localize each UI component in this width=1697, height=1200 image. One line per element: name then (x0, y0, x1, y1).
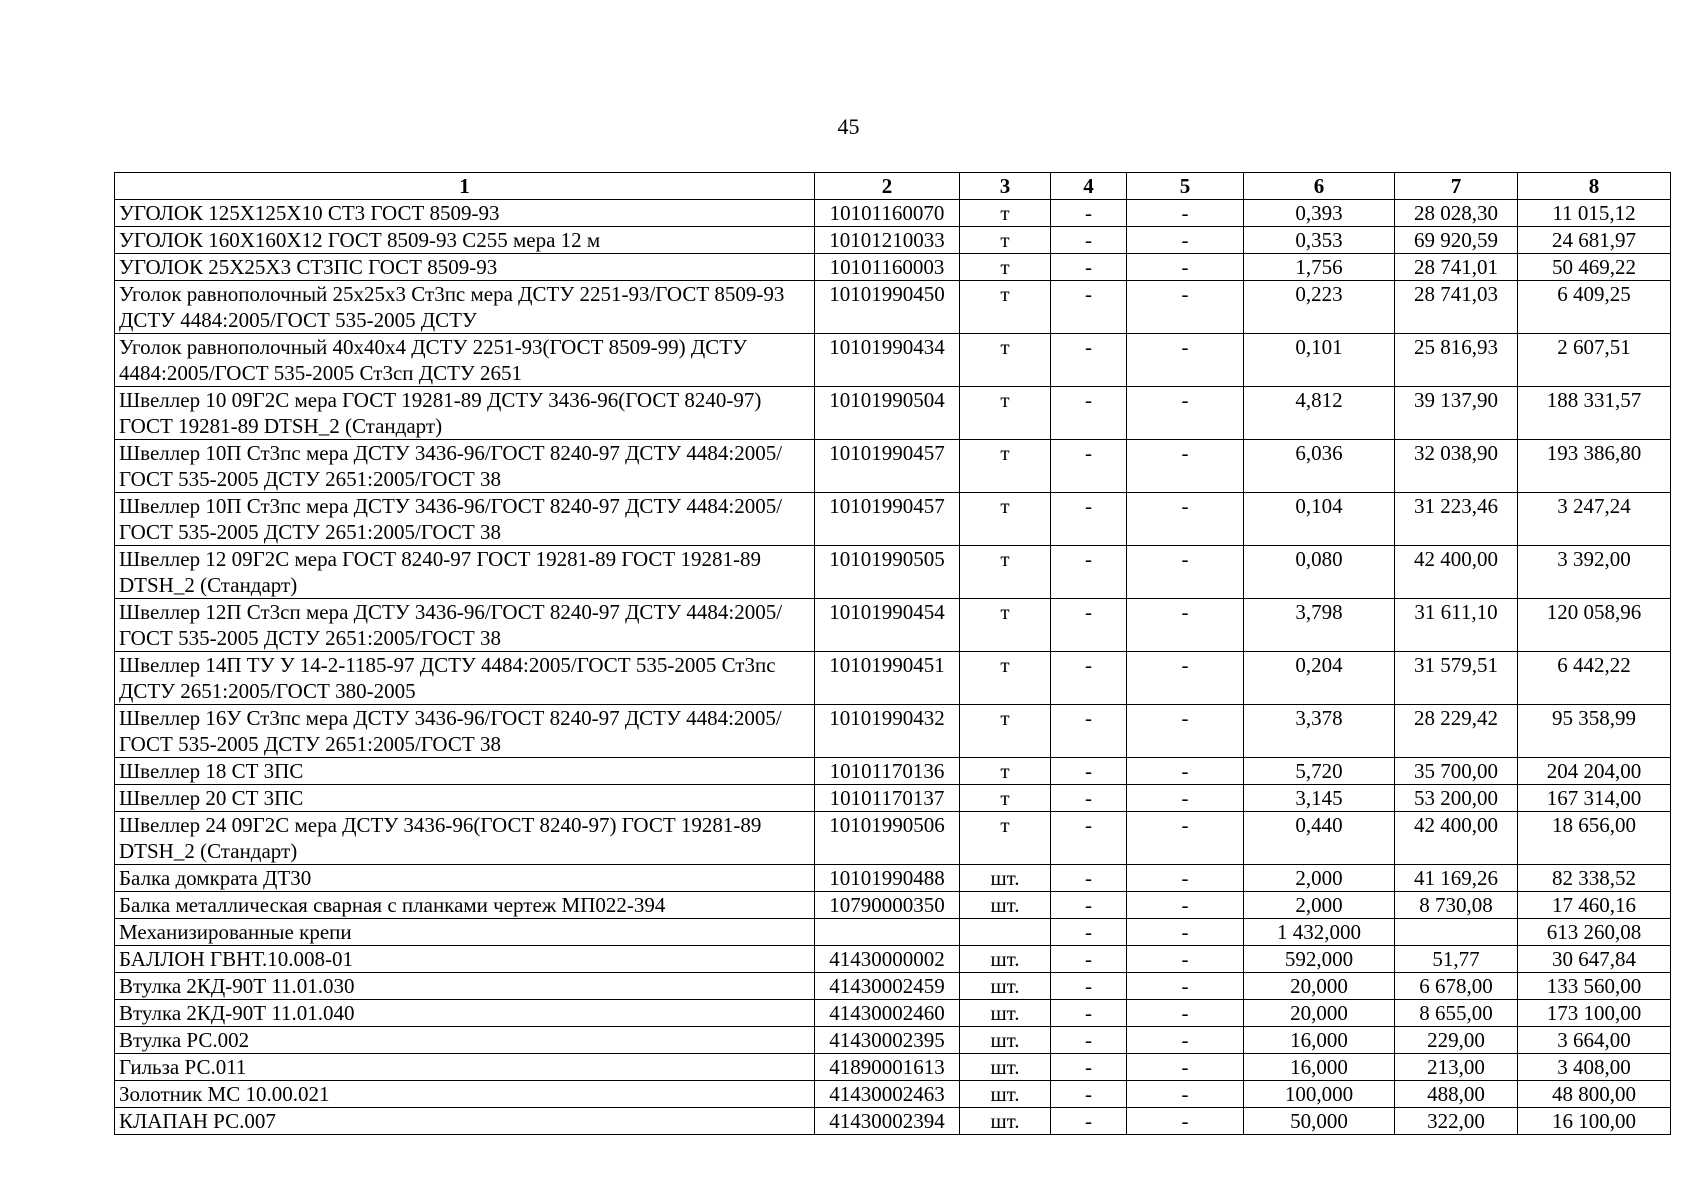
item-unit (960, 919, 1051, 946)
item-quantity: 4,812 (1244, 387, 1395, 440)
item-name: УГОЛОК 125Х125Х10 СТ3 ГОСТ 8509-93 (115, 200, 815, 227)
item-code: 41430000002 (815, 946, 960, 973)
item-unit: т (960, 387, 1051, 440)
column-5-value: - (1127, 892, 1244, 919)
table-row (115, 705, 1671, 758)
column-4-value: - (1051, 946, 1127, 973)
column-5-value: - (1127, 387, 1244, 440)
table-row (115, 599, 1671, 652)
item-name: Балка металлическая сварная с планками чертеж МП022-394 (115, 892, 815, 919)
item-name: Уголок равнополочный 25х25х3 Ст3пс мера ДСТУ 2251-93/ГОСТ 8509-93 ДСТУ 4484:2005/ГОСТ 535-2005 ДСТУ (115, 281, 815, 334)
table-row (115, 973, 1671, 1000)
column-5-value: - (1127, 254, 1244, 281)
item-code: 10101990432 (815, 705, 960, 758)
item-price: 28 229,42 (1395, 705, 1518, 758)
item-code: 10101160070 (815, 200, 960, 227)
column-5-value: - (1127, 973, 1244, 1000)
table-row (115, 334, 1671, 387)
item-name: БАЛЛОН ГВНТ.10.008-01 (115, 946, 815, 973)
item-name: УГОЛОК 25Х25Х3 СТ3ПС ГОСТ 8509-93 (115, 254, 815, 281)
table-row (115, 1081, 1671, 1108)
table-row (115, 785, 1671, 812)
item-unit: шт. (960, 892, 1051, 919)
item-price: 213,00 (1395, 1054, 1518, 1081)
item-amount: 48 800,00 (1518, 1081, 1671, 1108)
item-name: Гильза РС.011 (115, 1054, 815, 1081)
item-amount: 6 409,25 (1518, 281, 1671, 334)
column-header-4: 4 (1051, 173, 1127, 200)
table-row (115, 387, 1671, 440)
item-price: 28 028,30 (1395, 200, 1518, 227)
item-amount: 17 460,16 (1518, 892, 1671, 919)
table-row (115, 1054, 1671, 1081)
item-code: 10101990454 (815, 599, 960, 652)
item-code: 10101990505 (815, 546, 960, 599)
item-name: Швеллер 16У Ст3пс мера ДСТУ 3436-96/ГОСТ 8240-97 ДСТУ 4484:2005/ГОСТ 535-2005 ДСТУ 2651:2005/ГОСТ 38 (115, 705, 815, 758)
item-price (1395, 919, 1518, 946)
item-quantity: 0,101 (1244, 334, 1395, 387)
item-amount: 2 607,51 (1518, 334, 1671, 387)
table-body (115, 200, 1671, 1135)
column-4-value: - (1051, 281, 1127, 334)
column-4-value: - (1051, 892, 1127, 919)
item-name: УГОЛОК 160Х160Х12 ГОСТ 8509-93 С255 мера 12 м (115, 227, 815, 254)
item-name: Швеллер 24 09Г2С мера ДСТУ 3436-96(ГОСТ 8240-97) ГОСТ 19281-89 DTSH_2 (Стандарт) (115, 812, 815, 865)
column-5-value: - (1127, 1081, 1244, 1108)
item-price: 6 678,00 (1395, 973, 1518, 1000)
item-price: 488,00 (1395, 1081, 1518, 1108)
item-name: КЛАПАН РС.007 (115, 1108, 815, 1135)
item-price: 8 655,00 (1395, 1000, 1518, 1027)
column-5-value: - (1127, 493, 1244, 546)
item-amount: 167 314,00 (1518, 785, 1671, 812)
column-5-value: - (1127, 1027, 1244, 1054)
item-price: 8 730,08 (1395, 892, 1518, 919)
column-4-value: - (1051, 1108, 1127, 1135)
column-header-2: 2 (815, 173, 960, 200)
item-quantity: 100,000 (1244, 1081, 1395, 1108)
table-row (115, 254, 1671, 281)
item-unit: т (960, 334, 1051, 387)
item-amount: 30 647,84 (1518, 946, 1671, 973)
table-row (115, 546, 1671, 599)
item-name: Швеллер 10П Ст3пс мера ДСТУ 3436-96/ГОСТ 8240-97 ДСТУ 4484:2005/ГОСТ 535-2005 ДСТУ 2651:2005/ГОСТ 38 (115, 493, 815, 546)
item-quantity: 6,036 (1244, 440, 1395, 493)
item-amount: 173 100,00 (1518, 1000, 1671, 1027)
item-quantity: 50,000 (1244, 1108, 1395, 1135)
column-header-6: 6 (1244, 173, 1395, 200)
item-amount: 193 386,80 (1518, 440, 1671, 493)
item-code: 10101210033 (815, 227, 960, 254)
column-5-value: - (1127, 1108, 1244, 1135)
column-5-value: - (1127, 1054, 1244, 1081)
item-name: Швеллер 20 СТ 3ПС (115, 785, 815, 812)
item-code: 41430002460 (815, 1000, 960, 1027)
item-unit: шт. (960, 1000, 1051, 1027)
item-unit: шт. (960, 865, 1051, 892)
item-code: 10101990506 (815, 812, 960, 865)
column-4-value: - (1051, 705, 1127, 758)
table-row (115, 892, 1671, 919)
column-4-value: - (1051, 493, 1127, 546)
table-row (115, 758, 1671, 785)
item-amount: 3 247,24 (1518, 493, 1671, 546)
item-code (815, 919, 960, 946)
column-header-7: 7 (1395, 173, 1518, 200)
item-name: Золотник МС 10.00.021 (115, 1081, 815, 1108)
column-4-value: - (1051, 1054, 1127, 1081)
item-price: 42 400,00 (1395, 812, 1518, 865)
item-quantity: 592,000 (1244, 946, 1395, 973)
item-name: Швеллер 12 09Г2С мера ГОСТ 8240-97 ГОСТ 19281-89 ГОСТ 19281-89 DTSH_2 (Стандарт) (115, 546, 815, 599)
item-quantity: 20,000 (1244, 1000, 1395, 1027)
item-name: Втулка 2КД-90Т 11.01.040 (115, 1000, 815, 1027)
table-row (115, 919, 1671, 946)
column-5-value: - (1127, 440, 1244, 493)
column-4-value: - (1051, 334, 1127, 387)
table-row (115, 440, 1671, 493)
item-name: Швеллер 12П Ст3сп мера ДСТУ 3436-96/ГОСТ 8240-97 ДСТУ 4484:2005/ГОСТ 535-2005 ДСТУ 2651:2005/ГОСТ 38 (115, 599, 815, 652)
item-code: 10101990504 (815, 387, 960, 440)
item-price: 35 700,00 (1395, 758, 1518, 785)
column-4-value: - (1051, 227, 1127, 254)
table-row (115, 281, 1671, 334)
column-4-value: - (1051, 652, 1127, 705)
item-price: 28 741,03 (1395, 281, 1518, 334)
item-unit: т (960, 227, 1051, 254)
item-quantity: 16,000 (1244, 1027, 1395, 1054)
column-4-value: - (1051, 1027, 1127, 1054)
column-5-value: - (1127, 812, 1244, 865)
item-unit: т (960, 785, 1051, 812)
table-row (115, 946, 1671, 973)
item-price: 31 223,46 (1395, 493, 1518, 546)
item-quantity: 20,000 (1244, 973, 1395, 1000)
item-unit: т (960, 758, 1051, 785)
item-quantity: 3,378 (1244, 705, 1395, 758)
item-quantity: 3,798 (1244, 599, 1395, 652)
item-unit: шт. (960, 1108, 1051, 1135)
item-quantity: 0,440 (1244, 812, 1395, 865)
item-price: 53 200,00 (1395, 785, 1518, 812)
column-header-1: 1 (115, 173, 815, 200)
item-code: 41890001613 (815, 1054, 960, 1081)
item-quantity: 1,756 (1244, 254, 1395, 281)
item-unit: т (960, 440, 1051, 493)
table-row (115, 1108, 1671, 1135)
item-price: 229,00 (1395, 1027, 1518, 1054)
item-code: 10790000350 (815, 892, 960, 919)
item-name: Швеллер 10 09Г2С мера ГОСТ 19281-89 ДСТУ 3436-96(ГОСТ 8240-97) ГОСТ 19281-89 DTSH_2 (Стандарт) (115, 387, 815, 440)
item-quantity: 2,000 (1244, 865, 1395, 892)
item-quantity: 0,104 (1244, 493, 1395, 546)
item-code: 10101990457 (815, 493, 960, 546)
page-number: 45 (837, 114, 860, 139)
column-5-value: - (1127, 546, 1244, 599)
item-code: 10101990488 (815, 865, 960, 892)
item-quantity: 0,223 (1244, 281, 1395, 334)
table-row (115, 865, 1671, 892)
item-quantity: 0,393 (1244, 200, 1395, 227)
item-code: 41430002459 (815, 973, 960, 1000)
column-5-value: - (1127, 599, 1244, 652)
item-unit: шт. (960, 946, 1051, 973)
item-price: 31 579,51 (1395, 652, 1518, 705)
item-unit: шт. (960, 973, 1051, 1000)
item-quantity: 2,000 (1244, 892, 1395, 919)
item-name: Уголок равнополочный 40х40х4 ДСТУ 2251-93(ГОСТ 8509-99) ДСТУ 4484:2005/ГОСТ 535-2005 Ст3сп ДСТУ 2651 (115, 334, 815, 387)
item-name: Балка домкрата ДТ30 (115, 865, 815, 892)
item-price: 322,00 (1395, 1108, 1518, 1135)
column-4-value: - (1051, 1000, 1127, 1027)
column-4-value: - (1051, 440, 1127, 493)
column-5-value: - (1127, 1000, 1244, 1027)
item-unit: т (960, 254, 1051, 281)
item-name: Втулка 2КД-90Т 11.01.030 (115, 973, 815, 1000)
column-5-value: - (1127, 785, 1244, 812)
column-5-value: - (1127, 919, 1244, 946)
table-row (115, 493, 1671, 546)
item-amount: 3 408,00 (1518, 1054, 1671, 1081)
item-amount: 16 100,00 (1518, 1108, 1671, 1135)
item-name: Швеллер 10П Ст3пс мера ДСТУ 3436-96/ГОСТ 8240-97 ДСТУ 4484:2005/ГОСТ 535-2005 ДСТУ 2651:2005/ГОСТ 38 (115, 440, 815, 493)
column-5-value: - (1127, 705, 1244, 758)
item-amount: 82 338,52 (1518, 865, 1671, 892)
item-code: 10101170137 (815, 785, 960, 812)
item-price: 28 741,01 (1395, 254, 1518, 281)
item-code: 41430002395 (815, 1027, 960, 1054)
column-5-value: - (1127, 227, 1244, 254)
item-amount: 24 681,97 (1518, 227, 1671, 254)
item-unit: т (960, 599, 1051, 652)
table-row (115, 1000, 1671, 1027)
item-unit: шт. (960, 1054, 1051, 1081)
item-code: 10101990457 (815, 440, 960, 493)
item-quantity: 0,353 (1244, 227, 1395, 254)
item-unit: шт. (960, 1027, 1051, 1054)
item-unit: т (960, 493, 1051, 546)
item-unit: т (960, 546, 1051, 599)
item-amount: 3 392,00 (1518, 546, 1671, 599)
column-4-value: - (1051, 200, 1127, 227)
column-5-value: - (1127, 200, 1244, 227)
column-4-value: - (1051, 812, 1127, 865)
data-table (114, 172, 1671, 1135)
item-code: 10101990451 (815, 652, 960, 705)
column-4-value: - (1051, 865, 1127, 892)
column-4-value: - (1051, 919, 1127, 946)
column-4-value: - (1051, 973, 1127, 1000)
column-4-value: - (1051, 254, 1127, 281)
item-price: 41 169,26 (1395, 865, 1518, 892)
item-code: 10101170136 (815, 758, 960, 785)
item-amount: 3 664,00 (1518, 1027, 1671, 1054)
item-amount: 613 260,08 (1518, 919, 1671, 946)
column-4-value: - (1051, 785, 1127, 812)
item-code: 41430002463 (815, 1081, 960, 1108)
item-price: 69 920,59 (1395, 227, 1518, 254)
table-row (115, 200, 1671, 227)
column-5-value: - (1127, 946, 1244, 973)
table-row (115, 1027, 1671, 1054)
table-row (115, 652, 1671, 705)
column-header-8: 8 (1518, 173, 1671, 200)
item-quantity: 1 432,000 (1244, 919, 1395, 946)
item-amount: 18 656,00 (1518, 812, 1671, 865)
item-name: Втулка РС.002 (115, 1027, 815, 1054)
item-quantity: 16,000 (1244, 1054, 1395, 1081)
item-unit: т (960, 652, 1051, 705)
item-unit: шт. (960, 1081, 1051, 1108)
column-5-value: - (1127, 281, 1244, 334)
item-amount: 11 015,12 (1518, 200, 1671, 227)
item-unit: т (960, 812, 1051, 865)
item-unit: т (960, 705, 1051, 758)
column-header-3: 3 (960, 173, 1051, 200)
item-price: 31 611,10 (1395, 599, 1518, 652)
item-quantity: 3,145 (1244, 785, 1395, 812)
item-amount: 6 442,22 (1518, 652, 1671, 705)
item-quantity: 0,080 (1244, 546, 1395, 599)
item-amount: 120 058,96 (1518, 599, 1671, 652)
item-code: 10101990434 (815, 334, 960, 387)
table-row (115, 227, 1671, 254)
item-price: 39 137,90 (1395, 387, 1518, 440)
column-4-value: - (1051, 1081, 1127, 1108)
column-5-value: - (1127, 334, 1244, 387)
column-4-value: - (1051, 599, 1127, 652)
item-amount: 133 560,00 (1518, 973, 1671, 1000)
item-name: Механизированные крепи (115, 919, 815, 946)
item-quantity: 5,720 (1244, 758, 1395, 785)
column-5-value: - (1127, 865, 1244, 892)
item-amount: 50 469,22 (1518, 254, 1671, 281)
item-code: 10101160003 (815, 254, 960, 281)
item-amount: 204 204,00 (1518, 758, 1671, 785)
column-5-value: - (1127, 652, 1244, 705)
item-price: 32 038,90 (1395, 440, 1518, 493)
item-name: Швеллер 14П ТУ У 14-2-1185-97 ДСТУ 4484:2005/ГОСТ 535-2005 Ст3пс ДСТУ 2651:2005/ГОСТ 380-2005 (115, 652, 815, 705)
column-header-5: 5 (1127, 173, 1244, 200)
table-row (115, 812, 1671, 865)
column-5-value: - (1127, 758, 1244, 785)
table-header-row (115, 173, 1671, 200)
column-4-value: - (1051, 546, 1127, 599)
column-4-value: - (1051, 387, 1127, 440)
item-price: 42 400,00 (1395, 546, 1518, 599)
item-quantity: 0,204 (1244, 652, 1395, 705)
item-unit: т (960, 200, 1051, 227)
item-amount: 188 331,57 (1518, 387, 1671, 440)
item-code: 41430002394 (815, 1108, 960, 1135)
item-price: 25 816,93 (1395, 334, 1518, 387)
item-price: 51,77 (1395, 946, 1518, 973)
item-amount: 95 358,99 (1518, 705, 1671, 758)
item-name: Швеллер 18 СТ 3ПС (115, 758, 815, 785)
item-code: 10101990450 (815, 281, 960, 334)
column-4-value: - (1051, 758, 1127, 785)
item-unit: т (960, 281, 1051, 334)
